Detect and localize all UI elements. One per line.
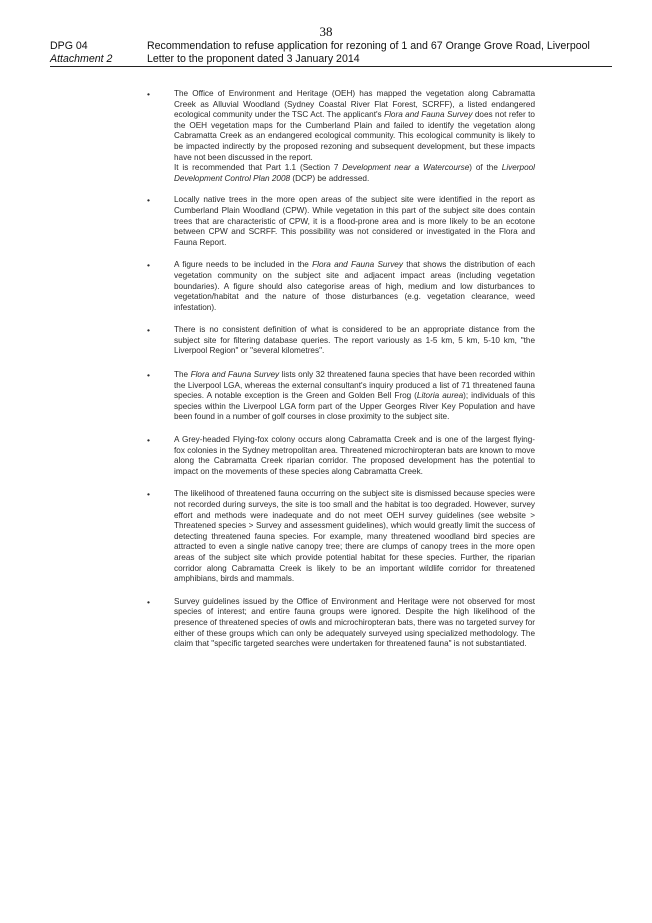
item-paragraph: The likelihood of threatened fauna occurring on the subject site is dismissed because species were not recorded during surveys, the site is too small and the habitat is too degraded. However, survey effort and methods were inadequate and do not meet OEH survey guidelines (see website > Threatened species > Survey and assessment guidelines), which would greatly limit the success of detecting threatened fauna species. For example, many threatened woodland bird species are attracted to even a single native canopy tree; there are clumps of canopy trees in the more open areas of the subject site which provide potential habitat for these species. Further, the riparian corridor along Cabramatta Creek is likely to be an important wildlife corridor for threatened amphibians, birds and mammals. — [174, 489, 535, 584]
list-item — [147, 370, 535, 423]
bullet-icon: • — [147, 596, 150, 607]
header-title: Recommendation to refuse application for rezoning of 1 and 67 Orange Grove Road, Liverpool — [147, 40, 590, 52]
item-paragraph: A Grey-headed Flying-fox colony occurs along Cabramatta Creek and is one of the largest flying-fox colonies in the Sydney metropolitan area. Threatened microchiropteran bats are known to move along the Cabramatta Creek riparian corridor. The proposed development has the potential to impact on the movements of these species along Cabramatta Creek. — [174, 435, 535, 476]
list-item — [147, 260, 535, 313]
bullet-icon: • — [147, 489, 150, 500]
bullet-icon: • — [147, 370, 150, 381]
header-subtitle: Letter to the proponent dated 3 January 2014 — [147, 52, 360, 65]
bullet-list — [147, 89, 535, 650]
document-header — [50, 40, 612, 65]
header-divider — [50, 66, 612, 67]
list-item — [147, 89, 535, 184]
bullet-icon: • — [147, 89, 150, 99]
bullet-icon: • — [147, 195, 150, 206]
list-item — [147, 195, 535, 248]
list-item — [147, 435, 535, 477]
item-paragraph: There is no consistent definition of what is considered to be an appropriate distance from the subject site for filtering database queries. The report variously as 1-5 km, 5 km, 5-10 km, "the Liverpool Region" or "several kilometres". — [174, 325, 535, 356]
bullet-icon: • — [147, 260, 150, 271]
list-item — [147, 489, 535, 584]
header-attachment: Attachment 2 — [50, 52, 113, 65]
item-paragraph: The Office of Environment and Heritage (OEH) has mapped the vegetation along Cabramatta Creek as Alluvial Woodland (Sydney Coastal River Flat Forest, SCRFF), a listed endangered ecological community under the TSC Act. The applicant's Flora and Fauna Survey does not refer to the OEH vegetation maps for the Cumberland Plain and failed to identify the vegetation along Cabramatta Creek as an endangered ecological community. This ecological community is likely to be impacted indirectly by the proposed rezoning and subsequent development, but these impacts have not been discussed in the report. — [174, 89, 535, 162]
item-paragraph: The Flora and Fauna Survey lists only 32 threatened fauna species that have been recorded within the Liverpool LGA, whereas the external consultant's inquiry produced a list of 71 threatened fauna species. A notable exception is the Green and Golden Bell Frog (Litoria aurea); individuals of this species within the Liverpool LGA form part of the Upper Georges River Key Population and have been found in a number of golf courses in close proximity to the subject site. — [174, 370, 535, 422]
header-dpg: DPG 04 — [50, 40, 88, 52]
bullet-icon: • — [147, 435, 150, 446]
list-item — [147, 597, 535, 650]
item-paragraph: A figure needs to be included in the Flora and Fauna Survey that shows the distribution of each vegetation community on the subject site and adjacent impact areas (including vegetation boundaries). A figure should also categorise areas of high, medium and low disturbances to vegetation/habitat and the nature of those disturbances (e.g. vegetation clearance, weed infestation). — [174, 260, 536, 312]
list-item — [147, 325, 535, 357]
item-paragraph: Locally native trees in the more open areas of the subject site were identified in the report as Cumberland Plain Woodland (CPW). While vegetation in this part of the subject site does contain trees that are characteristic of CPW, it is a flood-prone area and is more likely to be an ecotone between CPW and SCRFF. This possibility was not considered or investigated in the Flora and Fauna Report. — [174, 195, 535, 247]
page-number: 38 — [319, 24, 333, 39]
item-paragraph: Survey guidelines issued by the Office of Environment and Heritage were not observed for most species of interest; and entire fauna groups were ignored. Despite the high likelihood of the presence of threatened species of owls and microchiropteran bats, there was no targeted survey for either of these groups which can only be adequately surveyed using specialized methodology. The claim that "specific targeted searches were undertaken for threatened fauna" is not substantiated. — [174, 596, 535, 649]
bullet-icon: • — [147, 325, 150, 336]
item-paragraph: It is recommended that Part 1.1 (Section 7 Development near a Watercourse) of the Liverpool Development Control Plan 2008 (DCP) be addressed. — [174, 163, 535, 183]
